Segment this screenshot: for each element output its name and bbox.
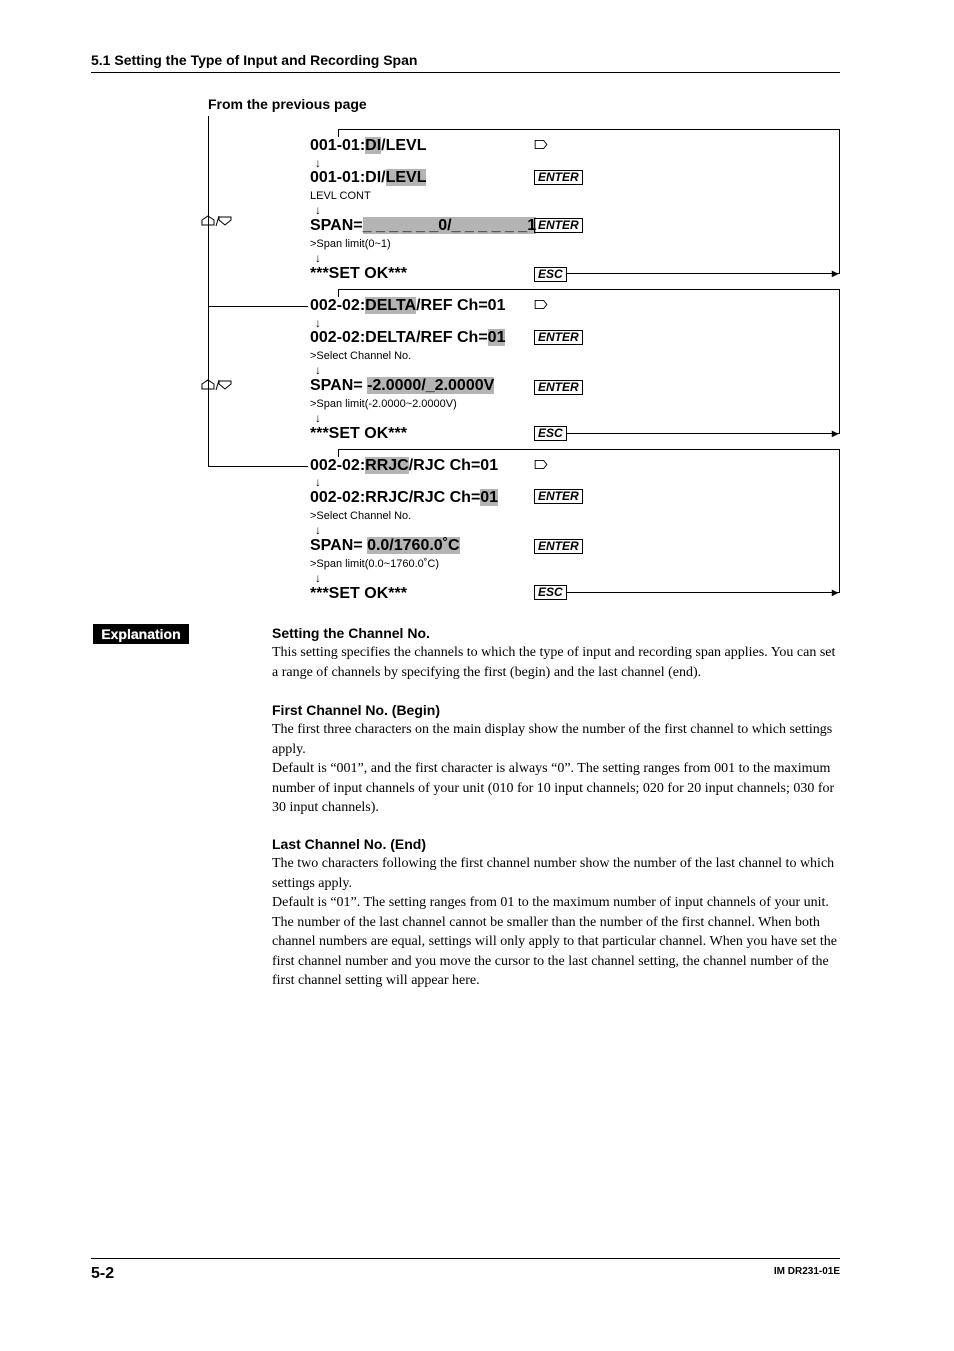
document-id: IM DR231-01E <box>773 1266 840 1277</box>
display-line-span: SPAN= 0.0/1760.0˚C <box>310 537 460 554</box>
section-title: First Channel No. (Begin) <box>272 702 440 718</box>
esc-key: ESC <box>534 426 567 441</box>
esc-return-line <box>566 273 840 274</box>
arrow-down-icon: ↓ <box>315 363 321 377</box>
loop-right-line <box>839 129 840 274</box>
display-line-type: 001-01:DI/LEVL <box>310 137 427 154</box>
arrow-down-icon: ↓ <box>315 251 321 265</box>
paragraph: The first three characters on the main display show the number of the first channel to which settings apply. <box>272 722 833 757</box>
display-line-type: 002-02:DELTA/REF Ch=01 <box>310 297 506 314</box>
connector-to-group3 <box>208 466 308 467</box>
up-down-keys-icon <box>201 379 233 391</box>
esc-return-line <box>566 433 840 434</box>
span-limit-text: >Span limit(0.0~1760.0˚C) <box>310 558 440 570</box>
from-previous-label: From the previous page <box>208 96 367 112</box>
loop-right-line <box>839 289 840 434</box>
display-line-type: 002-02:RRJC/RJC Ch=01 <box>310 457 499 474</box>
display-subline: >Select Channel No. <box>310 510 412 522</box>
enter-key: ENTER <box>534 218 583 233</box>
paragraph: Default is “01”. The setting ranges from 01 to the maximum number of input channels of your unit. The number of the last channel cannot be smaller than the number of the first channel. When both channel numbers are equal, settings will only apply to that particular channel. When you have set the first channel number and you move the cursor to the last channel setting, the channel number of the first channel setting will appear here. <box>272 895 838 988</box>
paragraph: Default is “001”, and the first character is always “0”. The setting ranges from 001 to the maximum number of input channels of your unit (010 for 10 input channels; 020 for 20 input channels; 030 for 30 input channels). <box>272 761 835 815</box>
connector-to-group2 <box>208 306 308 307</box>
loop-top-line <box>338 449 840 450</box>
arrow-right-icon: ▸ <box>832 266 839 280</box>
page-number: 5-2 <box>91 1265 115 1282</box>
header-rule <box>91 72 840 73</box>
display-line-channel: 002-02:RRJC/RJC Ch=01 <box>310 489 499 506</box>
set-ok-text: ***SET OK*** <box>310 585 407 602</box>
arrow-down-icon: ↓ <box>315 316 321 330</box>
section-title: Setting the Channel No. <box>272 625 430 641</box>
paragraph: The two characters following the first channel number show the number of the last channel to which settings apply. <box>272 856 835 891</box>
loop-entry-line <box>338 449 339 457</box>
span-limit-text: >Span limit(-2.0000~2.0000V) <box>310 398 457 410</box>
right-key-icon <box>534 140 548 149</box>
enter-key: ENTER <box>534 539 583 554</box>
display-line-span: SPAN= -2.0000/_2.0000V <box>310 377 495 394</box>
arrow-down-icon: ↓ <box>315 156 321 170</box>
paragraph: This setting specifies the channels to which the type of input and recording span applies. You can set a range of channels by specifying the first (begin) and the last channel (end). <box>272 645 836 680</box>
arrow-right-icon: ▸ <box>832 585 839 599</box>
right-key-icon <box>534 460 548 469</box>
enter-key: ENTER <box>534 330 583 345</box>
footer-rule <box>91 1258 840 1259</box>
arrow-down-icon: ↓ <box>315 571 321 585</box>
section-header: 5.1 Setting the Type of Input and Recording Span <box>91 52 418 68</box>
display-line-span: SPAN=_ _ _ _ _ _0/_ _ _ _ _ _1 <box>310 217 537 234</box>
display-line-channel: 002-02:DELTA/REF Ch=01 <box>310 329 506 346</box>
loop-entry-line <box>338 129 339 137</box>
enter-key: ENTER <box>534 489 583 504</box>
loop-entry-line <box>338 289 339 297</box>
loop-top-line <box>338 289 840 290</box>
explanation-badge: Explanation <box>93 624 189 644</box>
display-subline: LEVL CONT <box>310 190 371 202</box>
left-connector-line <box>208 116 209 466</box>
loop-top-line <box>338 129 840 130</box>
display-subline: >Select Channel No. <box>310 350 412 362</box>
esc-key: ESC <box>534 267 567 282</box>
arrow-down-icon: ↓ <box>315 475 321 489</box>
set-ok-text: ***SET OK*** <box>310 425 407 442</box>
arrow-down-icon: ↓ <box>315 203 321 217</box>
loop-right-line <box>839 449 840 593</box>
span-limit-text: >Span limit(0~1) <box>310 238 391 250</box>
enter-key: ENTER <box>534 380 583 395</box>
set-ok-text: ***SET OK*** <box>310 265 407 282</box>
esc-key: ESC <box>534 585 567 600</box>
up-down-keys-icon <box>201 215 233 227</box>
esc-return-line <box>566 592 840 593</box>
right-key-icon <box>534 300 548 309</box>
section-title: Last Channel No. (End) <box>272 836 426 852</box>
arrow-right-icon: ▸ <box>832 426 839 440</box>
arrow-down-icon: ↓ <box>315 411 321 425</box>
arrow-down-icon: ↓ <box>315 523 321 537</box>
display-line-range: 001-01:DI/LEVL <box>310 169 427 186</box>
enter-key: ENTER <box>534 170 583 185</box>
